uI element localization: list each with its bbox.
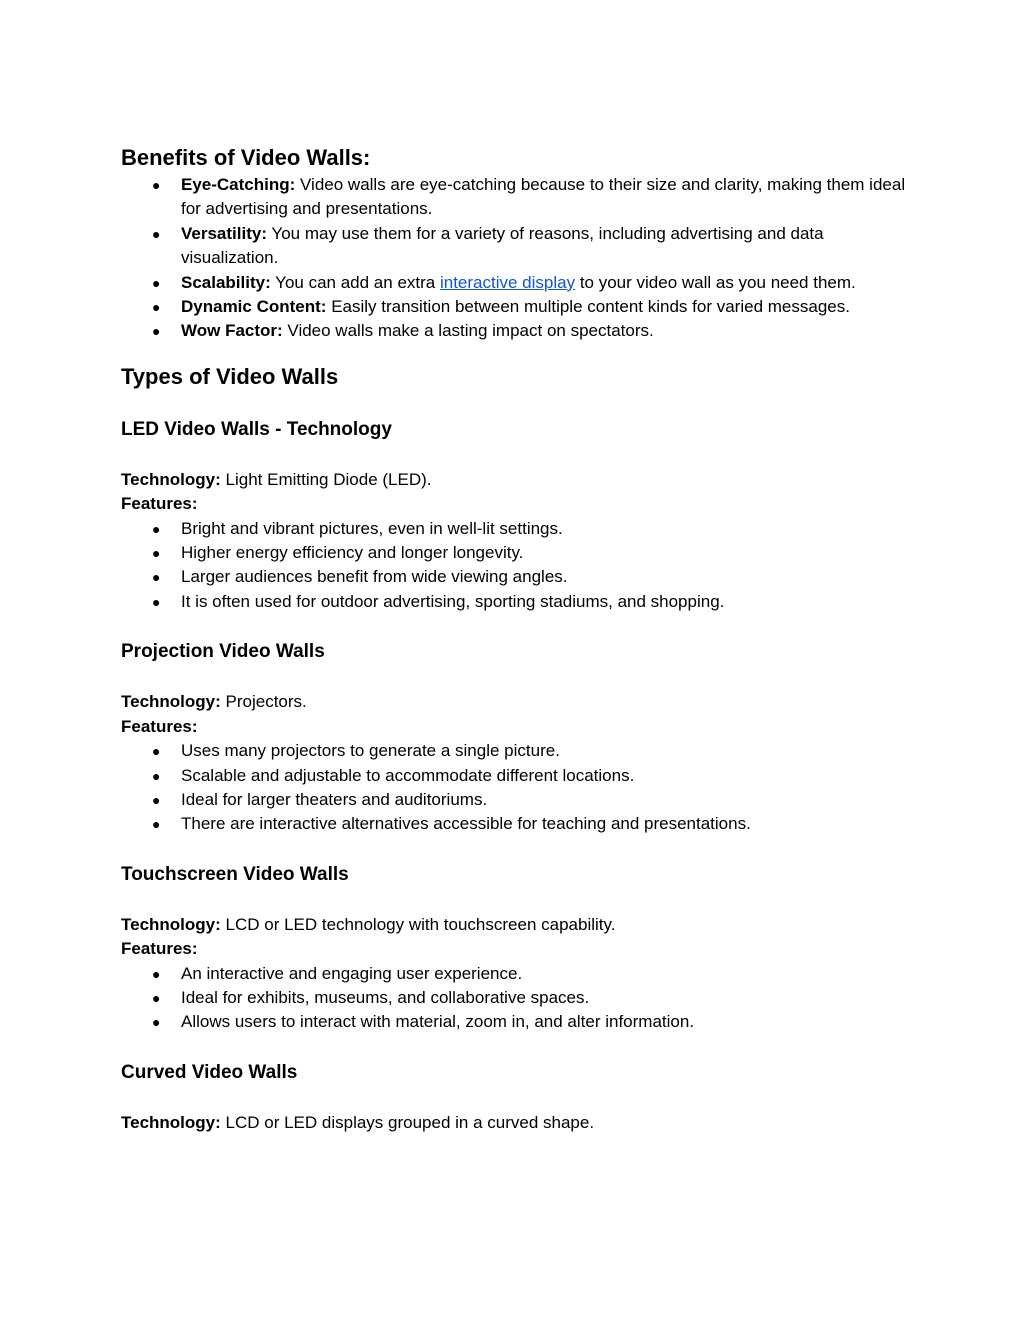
item-text: to your video wall as you need them. xyxy=(575,272,856,292)
section-heading-led: LED Video Walls - Technology xyxy=(121,418,392,440)
technology-value: Projectors. xyxy=(220,692,307,712)
bullet-icon: ● xyxy=(152,323,161,340)
list-item: ● Allows users to interact with material, zoom in, and alter information. xyxy=(121,1010,911,1034)
bullet-icon: ● xyxy=(152,545,161,562)
list-item: ● Larger audiences benefit from wide viewing angles. xyxy=(121,565,911,589)
item-term: Scalability: xyxy=(181,272,271,292)
list-item: ● Scalable and adjustable to accommodate different locations. xyxy=(121,764,911,788)
bullet-icon: ● xyxy=(152,791,161,808)
list-item: ● Higher energy efficiency and longer longevity. xyxy=(121,541,911,565)
technology-line xyxy=(121,690,911,714)
bullet-icon: ● xyxy=(152,743,161,760)
features-label: Features: xyxy=(121,939,198,959)
list-item: ● It is often used for outdoor advertising, sporting stadiums, and shopping. xyxy=(121,590,911,614)
technology-line xyxy=(121,913,911,937)
bullet-icon: ● xyxy=(152,520,161,537)
types-title: Types of Video Walls xyxy=(121,363,339,389)
bullet-icon: ● xyxy=(152,965,161,982)
item-text: Video walls make a lasting impact on spectators. xyxy=(282,321,654,341)
technology-label: Technology: xyxy=(121,692,221,712)
features-label: Features: xyxy=(121,494,198,514)
technology-label: Technology: xyxy=(121,1112,221,1132)
list-item xyxy=(121,173,911,222)
item-text: You may use them for a variety of reasons, including advertising and data visualization. xyxy=(181,223,824,268)
technology-line xyxy=(121,1111,911,1135)
bullet-icon: ● xyxy=(152,569,161,586)
list-item xyxy=(121,271,911,295)
technology-value: LCD or LED technology with touchscreen capability. xyxy=(220,914,616,934)
features-label: Features: xyxy=(121,716,198,736)
bullet-icon: ● xyxy=(152,1014,161,1031)
list-item: ● An interactive and engaging user experience. xyxy=(121,962,911,986)
bullet-icon: ● xyxy=(152,816,161,833)
item-term: Wow Factor: xyxy=(181,321,283,341)
list-item xyxy=(121,319,911,343)
interactive-display-link[interactable]: interactive display xyxy=(439,272,576,292)
item-term: Dynamic Content: xyxy=(181,297,327,317)
section-heading-curved: Curved Video Walls xyxy=(121,1061,298,1083)
features-list xyxy=(121,962,911,1035)
bullet-icon: ● xyxy=(152,177,161,193)
list-item: ● Bright and vibrant pictures, even in well-lit settings. xyxy=(121,517,911,541)
features-list xyxy=(121,739,911,837)
technology-label: Technology: xyxy=(121,914,221,934)
section-heading-projection: Projection Video Walls xyxy=(121,641,325,663)
technology-label: Technology: xyxy=(121,469,221,489)
item-text: Video walls are eye-catching because to their size and clarity, making them ideal for advertising and presentations. xyxy=(181,175,906,219)
list-item: ● Ideal for larger theaters and auditoriums. xyxy=(121,788,911,812)
technology-value: Light Emitting Diode (LED). xyxy=(220,469,432,489)
features-list xyxy=(121,517,911,615)
list-item: ● Ideal for exhibits, museums, and collaborative spaces. xyxy=(121,986,911,1010)
item-term: Versatility: xyxy=(181,223,267,243)
section-heading-touchscreen: Touchscreen Video Walls xyxy=(121,863,349,885)
item-text: You can add an extra xyxy=(270,272,440,292)
bullet-icon: ● xyxy=(152,989,161,1006)
technology-line xyxy=(121,468,911,492)
item-term: Eye-Catching: xyxy=(181,175,296,194)
benefits-list xyxy=(121,173,911,344)
bullet-icon: ● xyxy=(152,299,161,316)
bullet-icon: ● xyxy=(152,225,161,242)
benefits-title: Benefits of Video Walls: xyxy=(121,145,371,170)
list-item: ● There are interactive alternatives accessible for teaching and presentations. xyxy=(121,812,911,836)
technology-value: LCD or LED displays grouped in a curved shape. xyxy=(220,1112,595,1132)
bullet-icon: ● xyxy=(152,274,161,291)
list-item xyxy=(121,222,911,271)
bullet-icon: ● xyxy=(152,767,161,784)
bullet-icon: ● xyxy=(152,593,161,610)
document-page xyxy=(121,143,911,1135)
item-text: Easily transition between multiple content kinds for varied messages. xyxy=(326,297,850,317)
list-item xyxy=(121,295,911,319)
list-item: ● Uses many projectors to generate a single picture. xyxy=(121,739,911,763)
